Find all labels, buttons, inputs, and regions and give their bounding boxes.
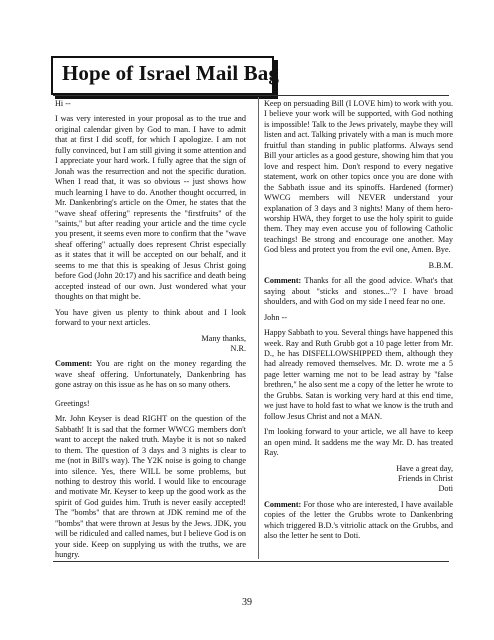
- letter-1-signature: Many thanks, N.R.: [201, 333, 246, 353]
- letter-3-more: I'm looking forward to your article, we all have to keep an open mind. It saddens me the way Mr. D. has treated Ray.: [264, 427, 453, 458]
- comment-2: [264, 276, 453, 307]
- top-rule: [53, 95, 449, 96]
- comment-3-label: Comment:: [264, 499, 302, 509]
- letter-2-body: Mr. John Keyser is dead RIGHT on the question of the Sabbath! It is sad that the former WWCG members don't want to accept the naked truth. Maybe it is not so naked to them. The question of 3 days and 3 nights is clear to me (not in Bill's way). The Y2K noise is going to change into silence. Yes, there WILL be some problems, but nothing to destroy this world. I would like to encourage and motivate Mr. Keyser to keep up the good work as the spirit of God guides him. Truth is never easily accepted! The "bombs" that are thrown at JDK remind me of the "bombs" that were thrown at Jesus by the Jews. JDK, you will be ridiculed and called names, but I believe God is on your side. Keep on supplying us with the truths, we are hungry.: [55, 414, 246, 560]
- letter-3-signature: Have a great day, Friends in Christ Doti: [396, 463, 453, 494]
- comment-1-label: Comment:: [55, 359, 93, 369]
- letter-3-body: Happy Sabbath to you. Several things have happened this week. Ray and Ruth Grubb got a 10 page letter from Mr. D., he has DISFELLOWSHIPPED them, although they had already removed themselves. Mr. D. wrote me a 5 page letter warning me not to be lead astray by "false brethren," he also sent me a copy of the letter he wrote to the Grubbs. Satan is working very hard at this end time, we just have to hold fast to what we know is the truth and follow Jesus Christ and not a MAN.: [264, 328, 453, 421]
- column-divider: [258, 97, 259, 559]
- comment-3-text: For those who are interested, I have available copies of the letter the Grubbs wrote to Dankenbring which triggered B.D.'s vitriolic attack on the Grubbs, and also the letter he sent to Doti.: [264, 499, 453, 541]
- left-column: [55, 99, 246, 566]
- letter-1-body: I was very interested in your proposal as to the true and original calendar given by God to man. I have to admit that at first I did scoff, for which I apologize. I am not fully convinced, but I am still giving it some attention and I appreciate your hard work. I fully agree that the sign of Jonah was the resurrection and not the specific duration. When I read that, it was so obvious -- just shows how much learning I have to do. Another thought occurred, in Mr. Dankenbring's article on the Omer, he states that the "wave sheaf offering" represents the "firstfruits" of the "saints," but after reading your article and the time cycle you present, it seems even more to confirm that the "wave sheaf offering" actually does represent Christ especially as it states that it will be accepted on our behalf, and it seems to me that this is speaking of Jesus Christ going before God (John 20:17) and his sacrifice and death being accepted instead of our own. Just wondered what your thoughts on that might be.: [55, 114, 246, 302]
- right-column: [264, 99, 453, 547]
- comment-3: [264, 500, 453, 542]
- letter-1-close: You have given us plenty to think about and I look forward to your next articles.: [55, 307, 246, 328]
- comment-2-text: Thanks for all the good advice. What's that saying about "sticks and stones..."? I have broad shoulders, and with God on my side I need fear no one.: [264, 276, 453, 307]
- letter-2-greeting: Greetings!: [55, 398, 90, 408]
- page-number: 39: [242, 597, 252, 608]
- comment-1-text: You are right on the money regarding the wave sheaf offering. Unfortunately, Dankenbring has gone astray on this issue as he has on so many others.: [55, 359, 246, 390]
- letter-3-greeting: John --: [264, 312, 287, 322]
- mail-bag-banner: [51, 56, 279, 95]
- letter-2-signature: B.B.M.: [428, 260, 453, 270]
- page-title: Hope of Israel Mail Bag: [62, 61, 279, 85]
- comment-2-label: Comment:: [264, 276, 302, 286]
- comment-1: [55, 359, 246, 390]
- letter-1-greeting: Hi --: [55, 99, 71, 108]
- letter-2-continued: Keep on persuading Bill (I LOVE him) to work with you. I believe your work will be supported, with God nothing is impossible! Talk to the Jews privately, maybe they will listen and act. Talking privately with a man is much more fruitful than standing in public platforms. Always send Bill your articles as a good gesture, showing him that you love and respect him. Don't respond to every negative statement, work on other topics once you are done with the Sabbath issue and its spinoffs. Hardened (former) WWCG members will NEVER understand your explanation of 3 days and 3 nights! Many of them hero-worship HWA, they forget to use the holy spirit to guide them. They may even accuse you of following Catholic teachings! Be strong and encourage one another. May God bless and protect you from the evil one, Amen. Bye.: [264, 99, 453, 255]
